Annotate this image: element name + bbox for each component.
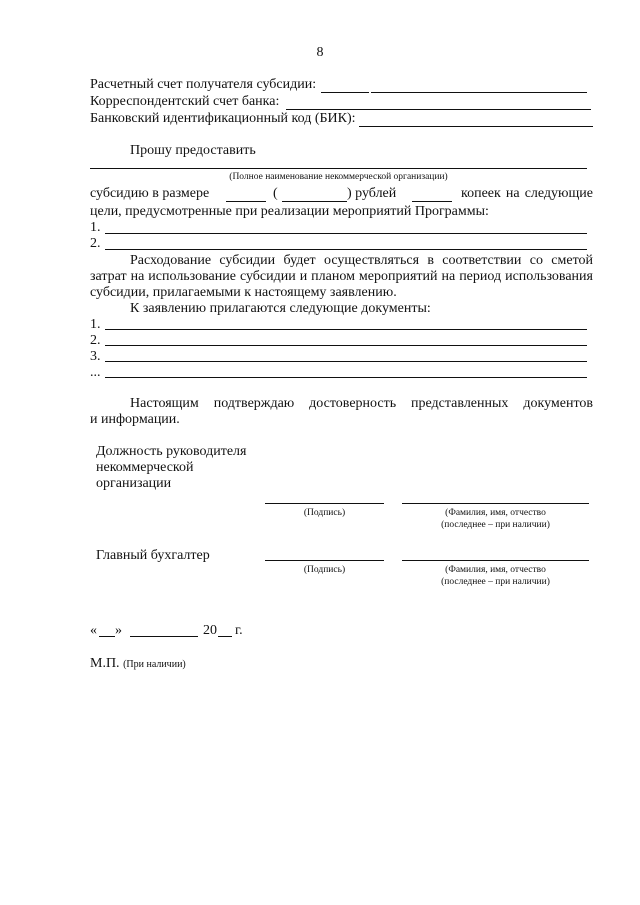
doc-field-more[interactable] [105,377,587,378]
stamp-mark: М.П. [90,656,120,671]
doc-number-more: ... [90,365,101,380]
documents-intro: К заявлению прилагаются следующие документы: [130,301,431,316]
org-name-field[interactable] [90,168,587,169]
subsidy-amount-words-field[interactable] [282,201,347,202]
accountant-signature-caption: (Подпись) [303,565,346,575]
subsidy-amount-field[interactable] [226,201,266,202]
goal-field-1[interactable] [105,233,587,234]
corr-account-field[interactable] [286,109,591,110]
corr-account-label: Корреспондентский счет банка: [90,94,280,109]
subsidy-amount-label: субсидию в размере [90,186,210,201]
rubles-label: ) рублей [347,186,397,201]
accountant-name-caption-2: (последнее – при наличии) [441,577,550,587]
settlement-account-label: Расчетный счет получателя субсидии: [90,77,317,92]
doc-number-1: 1. [90,317,101,332]
goal-field-2[interactable] [105,249,587,250]
request-intro: Прошу предоставить [130,143,256,158]
date-year-prefix: 20 [203,623,217,638]
spending-text-1: Расходование субсидии будет осуществляться в соответствии со сметой [130,253,593,268]
spending-text-2: затрат на использование субсидии и планом мероприятий на период использования [90,269,593,284]
stamp-label [90,656,186,673]
accountant-name-caption-1: (Фамилия, имя, отчество [445,565,546,575]
doc-number-2: 2. [90,333,101,348]
date-day-field[interactable] [99,636,115,637]
doc-field-3[interactable] [105,361,587,362]
settlement-account-field-b[interactable] [371,92,587,93]
accountant-name-field[interactable] [402,560,589,561]
date-year-field[interactable] [218,636,232,637]
org-name-caption: (Полное наименование некоммерческой организации) [229,172,448,182]
doc-field-1[interactable] [105,329,587,330]
bik-label: Банковский идентификационный код (БИК): [90,111,356,126]
head-signature-field[interactable] [265,503,384,504]
date-year-suffix: г. [235,623,243,638]
doc-field-2[interactable] [105,345,587,346]
kopecks-label: копеек на следующие [461,186,593,201]
kopecks-field[interactable] [412,201,452,202]
head-signature-caption: (Подпись) [303,508,346,518]
head-name-caption-1: (Фамилия, имя, отчество [445,508,546,518]
head-title-line-2: некоммерческой [96,460,194,475]
head-name-field[interactable] [402,503,589,504]
doc-number-3: 3. [90,349,101,364]
accountant-signature-field[interactable] [265,560,384,561]
bik-field[interactable] [359,126,593,127]
settlement-account-field-a[interactable] [321,92,369,93]
goal-number-2: 2. [90,236,101,251]
goals-intro: цели, предусмотренные при реализации мероприятий Программы: [90,204,489,219]
stamp-note: (При наличии) [123,659,186,670]
head-title-line-3: организации [96,476,172,491]
goal-number-1: 1. [90,220,101,235]
spending-text-3: субсидии, прилагаемыми к настоящему заявлению. [90,285,397,300]
paren-open: ( [273,186,278,201]
confirm-text-1: Настоящим подтверждаю достоверность представленных документов [130,396,593,411]
date-quote-close: » [115,623,122,638]
page-number: 8 [316,45,324,60]
head-name-caption-2: (последнее – при наличии) [441,520,550,530]
accountant-title: Главный бухгалтер [96,548,210,563]
head-title-line-1: Должность руководителя [96,444,247,459]
date-quote-open: « [90,623,97,638]
confirm-text-2: и информации. [90,412,180,427]
date-month-field[interactable] [130,636,198,637]
